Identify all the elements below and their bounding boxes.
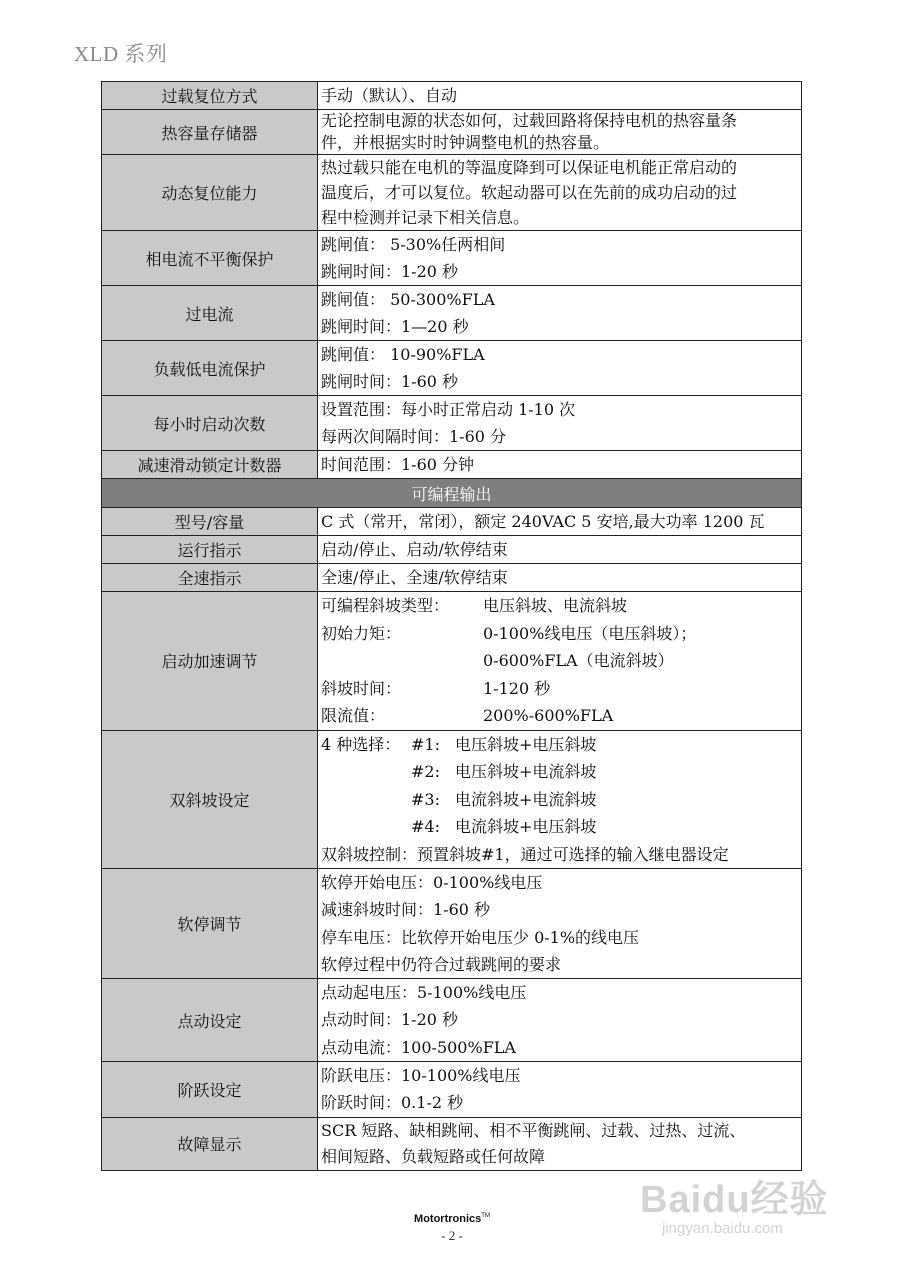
table-row (102, 1117, 802, 1170)
value-line (321, 758, 798, 786)
value-line (321, 620, 798, 648)
row-label: 阶跃设定 (102, 1062, 318, 1118)
section-title: 可编程输出 (102, 479, 802, 508)
table-row (102, 564, 802, 592)
row-value (318, 82, 802, 110)
value-line: 跳闸值： 5-30%任两相间 (321, 235, 506, 254)
value-line: 停车电压：比软停开始电压少 0-1%的线电压 (321, 927, 640, 947)
row-label: 过载复位方式 (102, 82, 318, 110)
value-key: 斜坡时间： (321, 678, 402, 698)
value-line (321, 647, 798, 675)
value-line (321, 675, 798, 703)
value-line (321, 786, 798, 814)
row-value (318, 536, 802, 564)
value-line: 阶跃电压：10-100%线电压 (321, 1066, 521, 1086)
row-value (318, 110, 802, 155)
row-value (318, 231, 802, 286)
row-value (318, 508, 802, 536)
option-number: #4: (411, 817, 440, 836)
option-number: #1: (411, 734, 440, 754)
page-number: - 2 - (441, 1228, 463, 1243)
row-value (318, 869, 802, 979)
option-number: #3: (411, 789, 440, 809)
value-line: 设置范围：每小时正常启动 1-10 次 (321, 400, 576, 419)
value-line: 软停过程中仍符合过载跳闸的要求 (321, 954, 562, 974)
value-line: 跳闸值： 10-90%FLA (321, 345, 485, 364)
value-line: 跳闸时间：1-20 秒 (321, 262, 459, 281)
value-line (321, 731, 798, 759)
row-label: 每小时启动次数 (102, 396, 318, 451)
value-line: 热过载只能在电机的等温度降到可以保证电机能正常启动的 (321, 158, 738, 177)
value-text: 电压斜坡、电流斜坡 (483, 596, 628, 615)
spec-table (101, 81, 802, 1171)
row-label: 故障显示 (102, 1117, 318, 1170)
row-value (318, 396, 802, 451)
row-value (318, 341, 802, 396)
value-line: 点动电流：100-500%FLA (321, 1037, 516, 1057)
row-value (318, 286, 802, 341)
table-row (102, 536, 802, 564)
row-value (318, 451, 802, 479)
watermark-url: jingyan.baidu.com (662, 1220, 783, 1237)
table-row (102, 396, 802, 451)
value-line: 程中检测并记录下相关信息。 (321, 208, 530, 227)
value-line: 温度后，才可以复位。软起动器可以在先前的成功启动的过 (321, 183, 738, 202)
row-label: 双斜坡设定 (102, 730, 318, 869)
value-line: 阶跃时间：0.1-2 秒 (321, 1093, 464, 1113)
row-label: 全速指示 (102, 564, 318, 592)
table-row (102, 286, 802, 341)
row-label: 负载低电流保护 (102, 341, 318, 396)
row-label: 减速滑动锁定计数器 (102, 451, 318, 479)
value-line: 点动起电压：5-100%线电压 (321, 983, 527, 1003)
row-label: 软停调节 (102, 869, 318, 979)
row-value (318, 1117, 802, 1170)
value-line: 跳闸时间：1-60 秒 (321, 372, 459, 391)
row-value (318, 592, 802, 731)
row-label: 热容量存储器 (102, 110, 318, 155)
value-key: 限流值： (321, 706, 386, 725)
value-line: 时间范围：1-60 分钟 (321, 455, 475, 474)
value-line: 软停开始电压：0-100%线电压 (321, 873, 543, 892)
table-row (102, 979, 802, 1062)
value-line: SCR 短路、缺相跳闸、相不平衡跳闸、过载、过热、过流、 (321, 1120, 746, 1140)
section-header (102, 479, 802, 508)
value-line: 全速/停止、全速/软停结束 (321, 568, 508, 587)
value-text: 电流斜坡+电压斜坡 (455, 817, 597, 836)
table-row (102, 110, 802, 155)
row-value (318, 730, 802, 869)
value-line: 点动时间：1-20 秒 (321, 1010, 459, 1030)
value-line: 跳闸值： 50-300%FLA (321, 290, 495, 309)
value-text: 1-120 秒 (483, 678, 551, 698)
value-line (321, 702, 798, 730)
watermark (640, 1168, 870, 1248)
value-key: 4 种选择： (321, 734, 401, 754)
table-row (102, 1062, 802, 1118)
series-title: XLD 系列 (74, 42, 168, 66)
row-value (318, 1062, 802, 1118)
value-text: 200%-600%FLA (483, 706, 614, 725)
value-line: 跳闸时间：1—20 秒 (321, 317, 469, 336)
row-label: 点动设定 (102, 979, 318, 1062)
value-key: 可编程斜坡类型： (321, 596, 450, 615)
table-row (102, 231, 802, 286)
footer-brand: Motortronics™ (414, 1213, 490, 1225)
row-value (318, 155, 802, 231)
value-line: 每两次间隔时间：1-60 分 (321, 427, 507, 446)
value-key: 初始力矩： (321, 623, 402, 643)
row-label: 相电流不平衡保护 (102, 231, 318, 286)
watermark-logo: Baidu经验 (640, 1179, 829, 1221)
table-row (102, 592, 802, 731)
table-row (102, 155, 802, 231)
row-value (318, 979, 802, 1062)
row-label: 型号/容量 (102, 508, 318, 536)
row-label: 动态复位能力 (102, 155, 318, 231)
value-line: C 式（常开，常闭），额定 240VAC 5 安培,最大功率 1200 瓦 (321, 512, 765, 531)
row-value (318, 564, 802, 592)
value-line: 双斜坡控制：预置斜坡#1，通过可选择的输入继电器设定 (321, 844, 729, 864)
table-row (102, 730, 802, 869)
row-label: 过电流 (102, 286, 318, 341)
value-line: 无论控制电源的状态如何，过载回路将保持电机的热容量条 (321, 111, 738, 130)
table-row (102, 82, 802, 110)
table-row (102, 508, 802, 536)
value-text: 0-600%FLA（电流斜坡） (483, 651, 674, 670)
value-text: 电流斜坡+电流斜坡 (455, 789, 597, 809)
value-text: 电压斜坡+电压斜坡 (455, 734, 597, 754)
table-row (102, 869, 802, 979)
value-line (321, 813, 798, 841)
value-line (321, 592, 798, 620)
row-label: 启动加速调节 (102, 592, 318, 731)
value-line: 件，并根据实时时钟调整电机的热容量。 (321, 133, 610, 152)
value-line: 相间短路、负载短路或任何故障 (321, 1146, 546, 1166)
value-line: 减速斜坡时间：1-60 秒 (321, 900, 491, 920)
table-row (102, 451, 802, 479)
table-row (102, 341, 802, 396)
value-text: 0-100%线电压（电压斜坡）； (483, 623, 697, 643)
value-text: 电压斜坡+电流斜坡 (455, 762, 597, 781)
row-label: 运行指示 (102, 536, 318, 564)
value-line: 启动/停止、启动/软停结束 (321, 540, 508, 559)
value-line: 手动（默认）、自动 (321, 86, 458, 105)
option-number: #2: (411, 762, 440, 781)
